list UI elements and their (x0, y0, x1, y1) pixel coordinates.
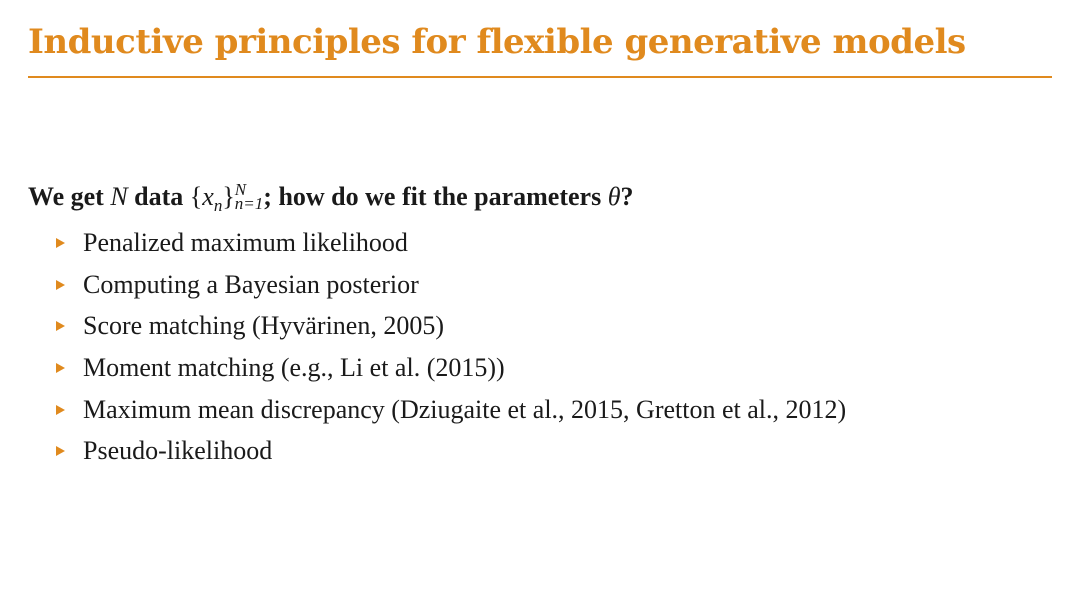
title-rule (28, 76, 1052, 78)
triangle-bullet-icon (56, 363, 65, 373)
triangle-bullet-icon (56, 405, 65, 415)
list-item (56, 222, 846, 264)
brace-open: { (189, 182, 203, 211)
question-part-4: ? (620, 182, 634, 211)
list-item (56, 305, 846, 347)
slide-title: Inductive principles for flexible generative models (28, 22, 966, 62)
list-item-text: Penalized maximum likelihood (83, 227, 408, 257)
question-part-1: We get (28, 182, 111, 211)
superscript-N: N (234, 180, 247, 199)
triangle-bullet-icon (56, 446, 65, 456)
list-item-text: Computing a Bayesian posterior (83, 269, 419, 299)
question-part-2: data (127, 182, 190, 211)
triangle-bullet-icon (56, 238, 65, 248)
variable-theta: θ (607, 182, 621, 211)
variable-N: N (110, 182, 128, 211)
question-line (28, 182, 634, 216)
bullet-list (56, 222, 846, 472)
list-item (56, 389, 846, 431)
list-item (56, 430, 846, 472)
variable-x: x (202, 182, 214, 211)
list-item-text: Moment matching (e.g., Li et al. (2015)) (83, 352, 505, 382)
triangle-bullet-icon (56, 321, 65, 331)
list-item-text: Pseudo-likelihood (83, 436, 273, 466)
brace-close: } (222, 182, 235, 211)
set-bounds (234, 180, 264, 213)
list-item-text: Maximum mean discrepancy (Dziugaite et al., 2015, Gretton et al., 2012) (83, 394, 847, 424)
question-part-3: ; how do we fit the parameters (263, 182, 608, 211)
subscript-range: n=1 (234, 194, 264, 213)
triangle-bullet-icon (56, 280, 65, 290)
list-item (56, 264, 846, 306)
list-item (56, 347, 846, 389)
subscript-n: n (213, 196, 223, 216)
list-item-text: Score matching (Hyvärinen, 2005) (83, 311, 445, 341)
